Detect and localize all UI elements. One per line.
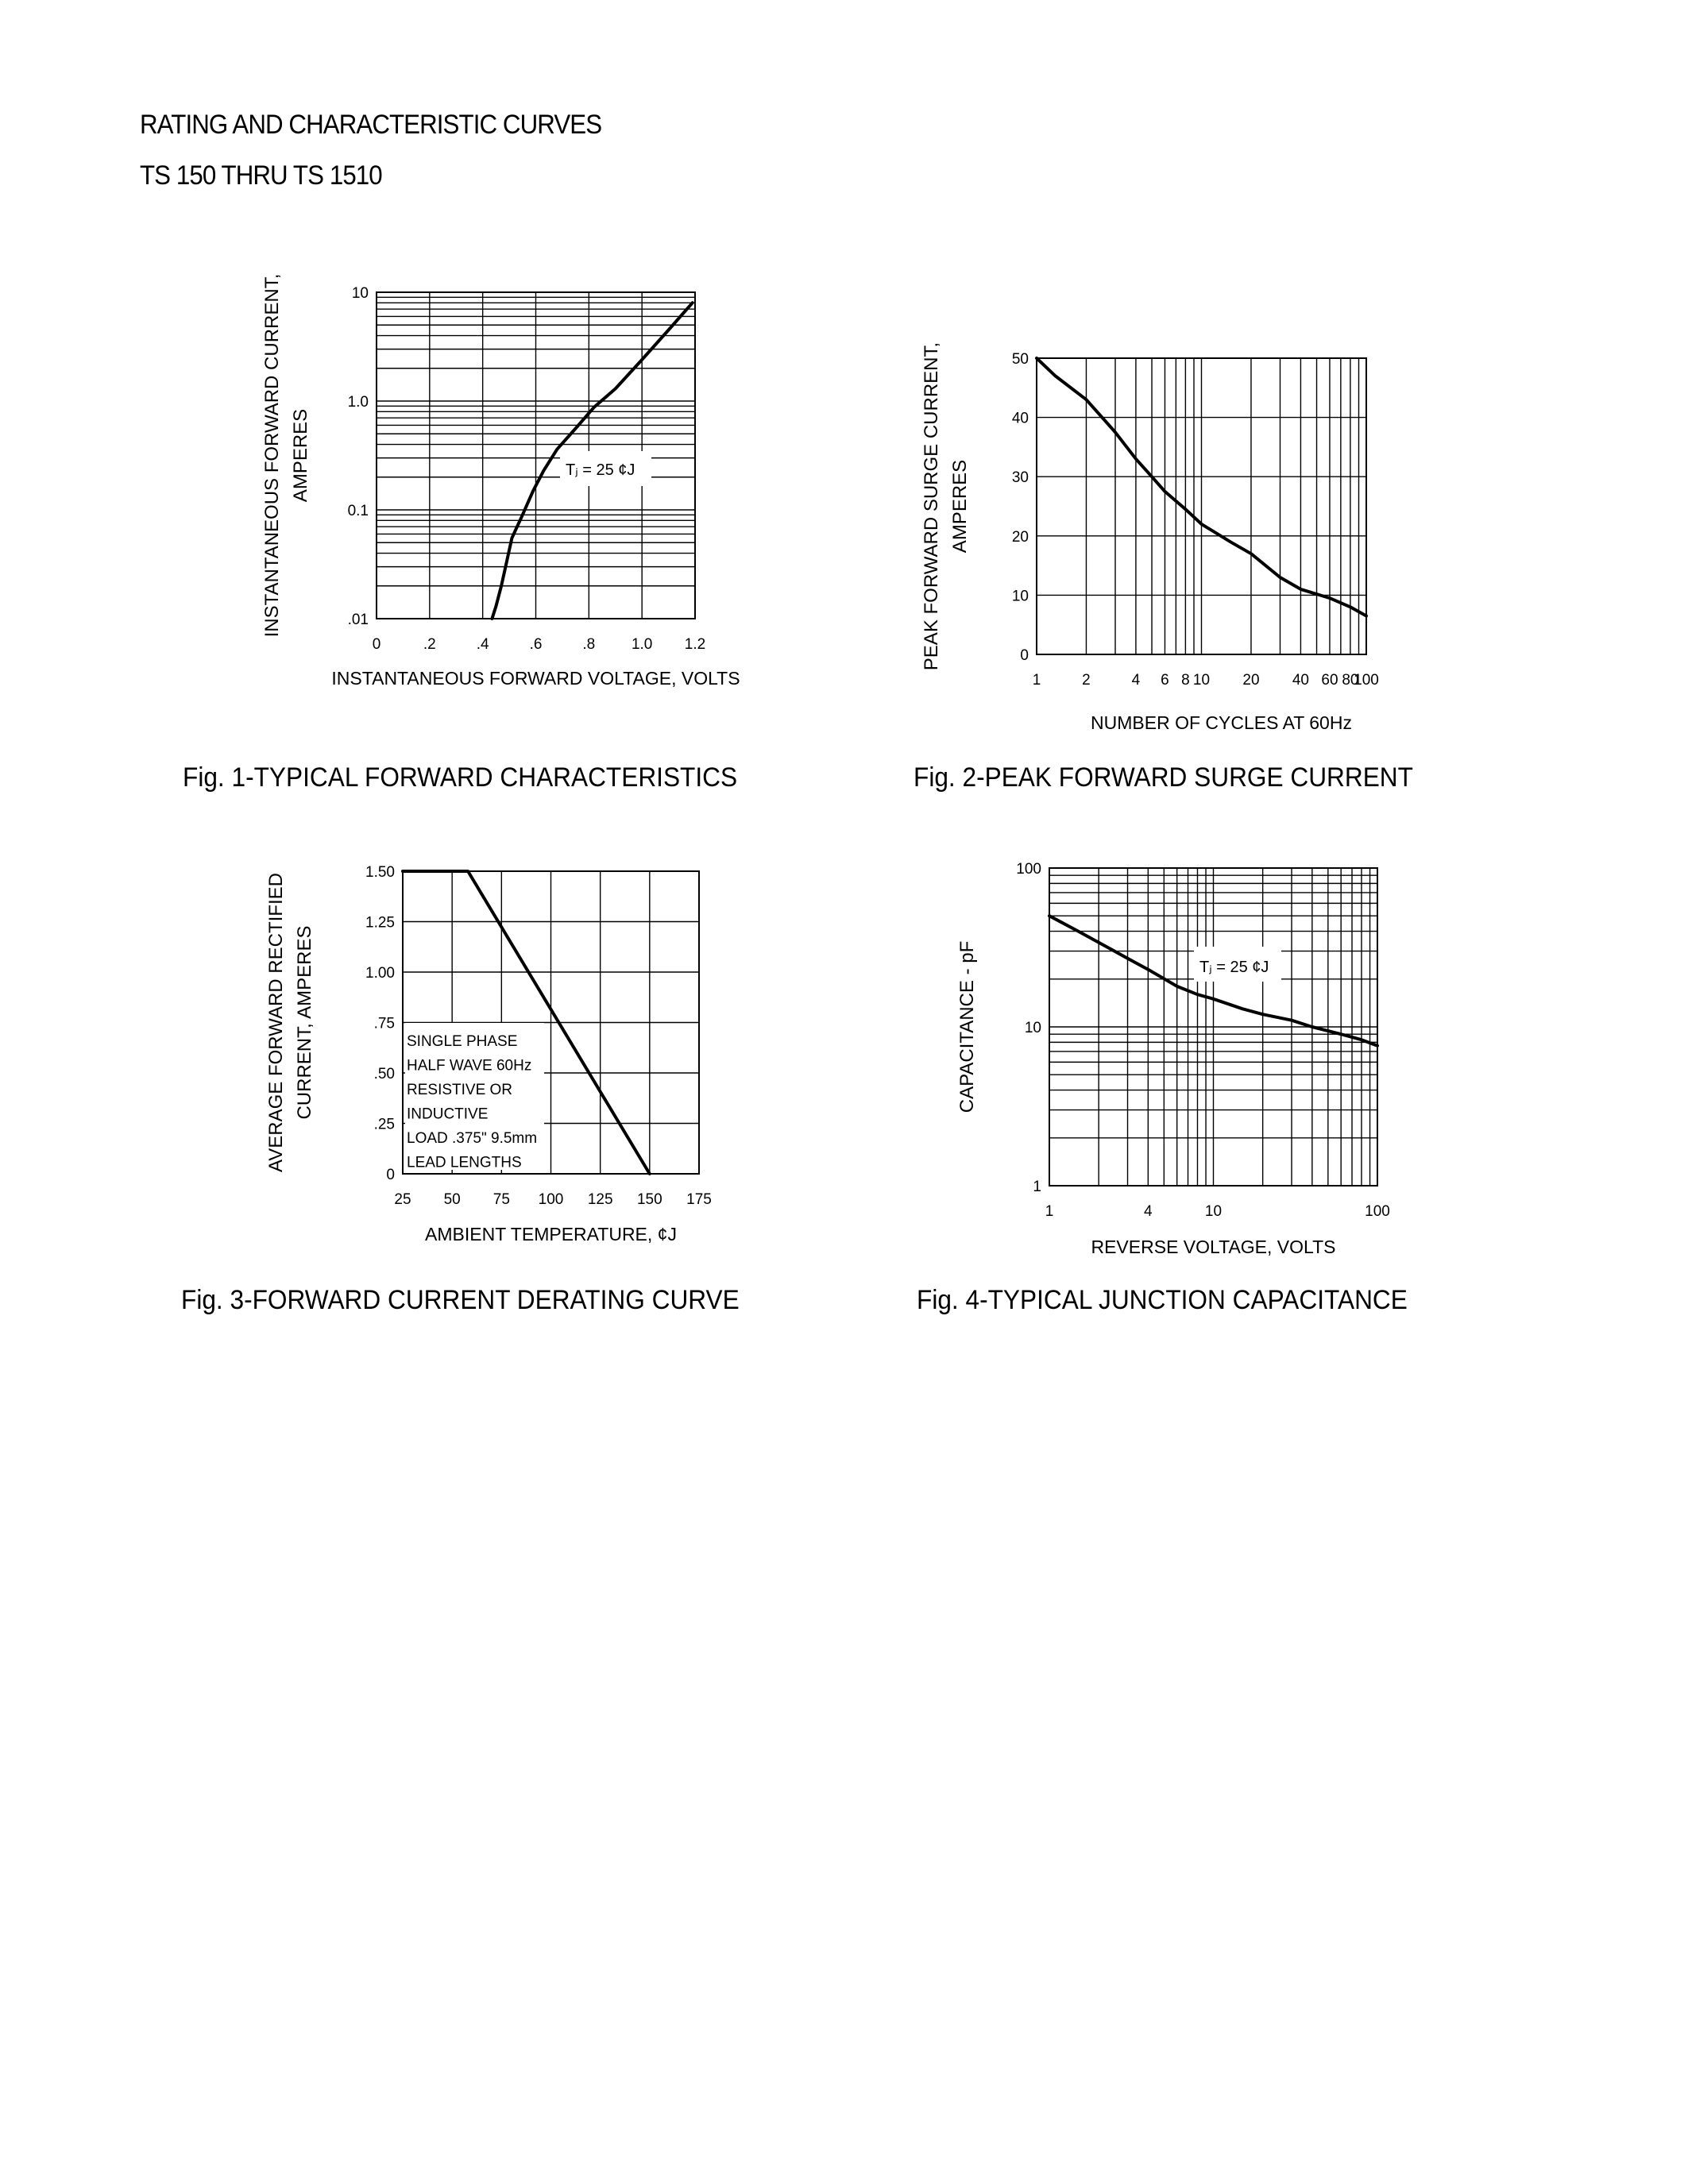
y-tick-label: 1 [1033,1179,1041,1195]
fig4-chart [956,861,1390,1257]
x-tick-label: 4 [1131,672,1141,689]
y-tick-label: 0 [1020,647,1029,664]
x-axis-label: AMBIENT TEMPERATURE, ¢J [425,1224,677,1244]
x-tick-label: 1.0 [631,636,653,653]
x-tick-label: 10 [1204,1203,1223,1220]
y-tick-label: .50 [373,1066,395,1082]
y-tick-label: .75 [373,1015,395,1032]
fig4-caption: Fig. 4-TYPICAL JUNCTION CAPACITANCE [917,1285,1408,1315]
x-tick-label: 100 [1365,1203,1390,1220]
fig3-caption: Fig. 3-FORWARD CURRENT DERATING CURVE [181,1285,740,1315]
x-axis-label: INSTANTANEOUS FORWARD VOLTAGE, VOLTS [331,668,740,689]
x-tick-label: 2 [1082,672,1091,689]
x-tick-label: 125 [587,1191,613,1208]
y-axis-label: INSTANTANEOUS FORWARD CURRENT, [261,273,283,638]
fig1-caption: Fig. 1-TYPICAL FORWARD CHARACTERISTICS [183,762,738,793]
y-axis-label: CURRENT, AMPERES [294,925,315,1120]
x-tick-label: 8 [1181,672,1190,689]
y-tick-label: 100 [1016,861,1041,878]
x-tick-label: 20 [1242,672,1260,689]
y-tick-label: 10 [351,285,369,302]
x-tick-label: .2 [423,636,436,653]
y-tick-label: 1.00 [365,965,395,982]
y-tick-label: 1.50 [365,864,395,881]
x-tick-label: 25 [394,1191,411,1208]
x-tick-label: 50 [443,1191,461,1208]
annotation-label: LOAD .375" 9.5mm [407,1130,538,1147]
x-tick-label: 1 [1032,672,1041,689]
y-tick-label: .01 [347,612,369,628]
x-tick-label: 10 [1192,672,1211,689]
y-tick-label: 10 [1011,588,1029,605]
x-tick-label: 100 [538,1191,564,1208]
annotation-label: LEAD LENGTHS [407,1154,522,1171]
y-axis-label: AVERAGE FORWARD RECTIFIED [265,873,287,1172]
x-tick-label: 1.2 [684,636,706,653]
y-tick-label: .25 [373,1116,395,1133]
x-axis-label: REVERSE VOLTAGE, VOLTS [1091,1237,1336,1257]
x-tick-label: 80 [1342,672,1359,689]
y-tick-label: 0 [386,1167,395,1183]
fig1-chart [261,274,740,689]
y-axis-label: AMPERES [290,408,311,503]
x-tick-label: .4 [476,636,489,653]
y-tick-label: 0.1 [347,503,369,519]
fig3-chart [265,864,712,1244]
x-tick-label: 175 [686,1191,712,1208]
x-tick-label: 4 [1144,1203,1153,1220]
annotation-label: HALF WAVE 60Hz [407,1057,532,1075]
annotation-label: RESISTIVE OR [407,1082,513,1098]
y-axis-label: CAPACITANCE - pF [956,940,978,1113]
x-tick-label: 60 [1321,672,1338,689]
annotation-label: INDUCTIVE [407,1106,489,1123]
x-tick-label: 75 [492,1191,510,1208]
y-tick-label: 40 [1011,410,1029,427]
y-tick-label: 50 [1011,351,1029,368]
x-tick-label: 6 [1161,672,1169,689]
y-tick-label: 20 [1011,528,1029,546]
x-tick-label: 150 [636,1191,662,1208]
page-title: RATING AND CHARACTERISTIC CURVES [140,110,602,140]
y-tick-label: 1.25 [365,914,395,932]
x-tick-label: .8 [582,636,596,653]
annotation-label: SINGLE PHASE [407,1033,518,1050]
x-tick-label: 1 [1045,1203,1054,1220]
y-axis-label: PEAK FORWARD SURGE CURRENT, [921,341,942,671]
x-tick-label: 40 [1292,672,1309,689]
x-tick-label: 100 [1354,672,1379,689]
fig2-caption: Fig. 2-PEAK FORWARD SURGE CURRENT [914,762,1413,793]
annotation-label: Tⱼ = 25 ¢J [1199,959,1269,976]
y-tick-label: 30 [1011,469,1029,487]
annotation-label: Tⱼ = 25 ¢J [566,461,635,479]
x-tick-label: .6 [529,636,543,653]
y-tick-label: 1.0 [347,394,369,411]
y-axis-label: AMPERES [949,459,971,554]
page-subtitle: TS 150 THRU TS 1510 [140,160,382,191]
x-axis-label: NUMBER OF CYCLES AT 60Hz [1091,712,1352,733]
fig2-chart [921,342,1379,733]
x-tick-label: 0 [372,636,381,653]
y-tick-label: 10 [1024,1020,1041,1036]
